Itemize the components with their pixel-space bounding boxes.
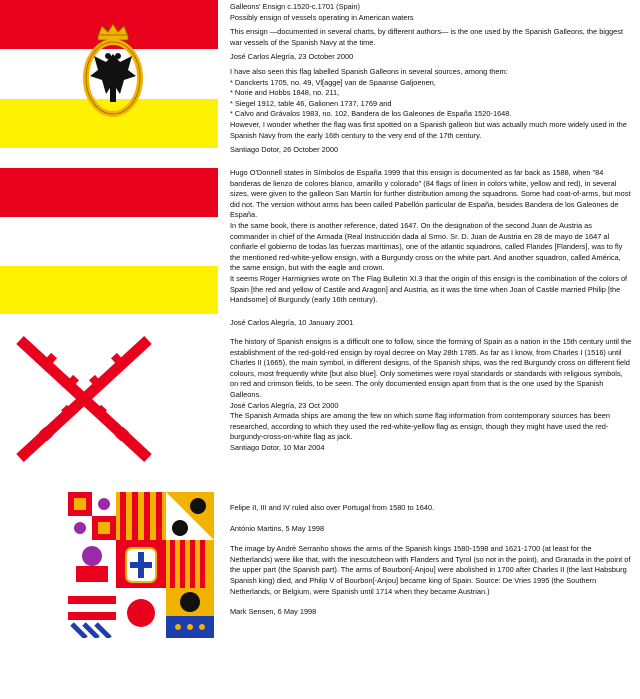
galleons-ensign-with-arms-flag [0, 0, 218, 148]
flag-stripe-red [0, 168, 218, 217]
paragraph: However, I wonder whether the flag was first spotted on a Spanish galleon but was actually much more widely used in the Spanish Navy from the early 16th century to the very end of the 17th century. [230, 119, 627, 140]
section-2-text [230, 168, 632, 332]
source-list-item: * Danckerts 1705, no. 49, Vl[agge] van de Spaanse Galjoenen, [230, 77, 436, 87]
paragraph: It seems Roger Harmignies wrote on The Flag Bulletin XI.3 that the origin of this ensign is the combination of the colors of Spain [the red and yellow of Castile and Aragon] and Austria, as it was the time when Joan of Castile married Philip [the Handsome] of Burgundy (early 16th century). [230, 273, 628, 305]
paragraph: The image by André Serranho shows the arms of the Spanish kings 1580-1598 and 1621-1700 (at least for the Netherlands) were like that, with the inescutcheon with Flanders and Tyrol (so not in the point), and Granada in the point of the upper part (the Spanish part). The arms of Bourbon[-Anjou] were abolished in 1700 after Charles II (the last Habsburg Spanish king) died, and Philip V of Bourbon[-Anjou] became king of Spain. Source: De Vries 1995 (the Southern Netherlands, or Belgium, were Spanish until 1714 when they became Austrian.) [230, 544, 631, 596]
section-3-text [230, 337, 632, 454]
burgundy-cross-icon [4, 326, 164, 472]
author-credit: José Carlos Alegría, 23 Oct 2000 [230, 400, 339, 410]
flag-stripe-yellow [0, 266, 218, 314]
paragraph: This ensign —documented in several charts, by different authors— is the one used by the Spanish Galleons, the biggest war vessels of the Spanish Navy at the time. [230, 27, 624, 47]
author-credit: José Carlos Alegría, 10 January 2001 [230, 317, 354, 327]
flag-title: Galleons' Ensign c.1520-c.1701 (Spain) [230, 2, 361, 11]
flag-subtitle: Possibly ensign of vessels operating in American waters [230, 12, 414, 22]
paragraph: Hugo O'Donnell states in Símbolos de España 1999 that this ensign is documented as far back as 1588, when "84 banderas de lienzo de colores blanco, amarillo y colorado" (84 flags of linen in colors white, yellow and red), in several sizes, were given to the galleon San Martín for further distribution among the squadrons. Some had coat-of-arms, but most did not. The version without arms has been called Pabellón particular de España, besides Bandera de los Galeones de España. [230, 168, 631, 220]
flag-stripe-white [0, 217, 218, 266]
source-list-item: * Norie and Hobbs 1848, no. 211, [230, 88, 340, 98]
royal-arms-icon [68, 492, 214, 638]
section-1-text [230, 2, 632, 160]
paragraph: The history of Spanish ensigns is a difficult one to follow, since the forming of Spain as a nation in the 15th century until the establishment of the red-gold-red ensign by royal decree on May 28th 1785. As far as I know, from Charles I (1516) until Charles II (1665), the main symbol, in different designs, of the Spanish ships, was the red Burgundy cross on different field colours, most frequently white [but also blue]. Only sometimes were royal standards or standards with religious symbols, on red and crimson fields, to be seen. The only documented ensign apart from that is the one used by the Spanish Galleons. [230, 337, 632, 399]
author-credit: Santiago Dotor, 26 October 2000 [230, 145, 339, 155]
author-credit: José Carlos Alegría, 23 October 2000 [230, 52, 354, 62]
paragraph: I have also seen this flag labelled Spanish Galleons in several sources, among them: [230, 66, 508, 76]
author-credit: Santiago Dotor, 10 Mar 2004 [230, 442, 325, 452]
author-credit: Mark Sensen, 6 May 1998 [230, 607, 317, 617]
burgundy-cross-flag [0, 326, 218, 472]
author-credit: António Martins, 5 May 1998 [230, 523, 325, 533]
galleons-ensign-plain-flag [0, 168, 218, 314]
source-list-item: * Siegel 1912, table 46, Galionen 1737, 1769 and [230, 98, 392, 108]
source-list-item: * Calvo and Grávalos 1983, no. 102, Bandera de los Galeones de España 1520-1648. [230, 109, 512, 119]
paragraph: Felipe II, III and IV ruled also over Portugal from 1580 to 1640. [230, 503, 435, 512]
section-4-text [230, 503, 632, 622]
paragraph: The Spanish Armada ships are among the few on which some flag information from contemporary sources has been researched, according to which they used the red-white-yellow flag as ensign, though they might have used the red-burgundy-cross-on-white flag as jack. [230, 411, 610, 442]
eagle-crown-emblem-icon [80, 22, 146, 122]
royal-arms-banner-flag [68, 492, 214, 638]
paragraph: In the same book, there is another reference, dated 1647. On the designation of the second Juan de Austria as commander in chief of the Armada (Real Instrucción dada al Srmo. Sr. D. Juan de Austria en 28 de mayo de 1647 al confiarle el gobierno de todas las fuerzas marítimas), one of the atlantic squadrons, called Flandes [Flanders], was to fly the mentioned red-white-yellow ensign, with a Burgundy cross on the white part. And another squadron, called América, the same ensign, but with the eagle and crown. [230, 220, 623, 273]
